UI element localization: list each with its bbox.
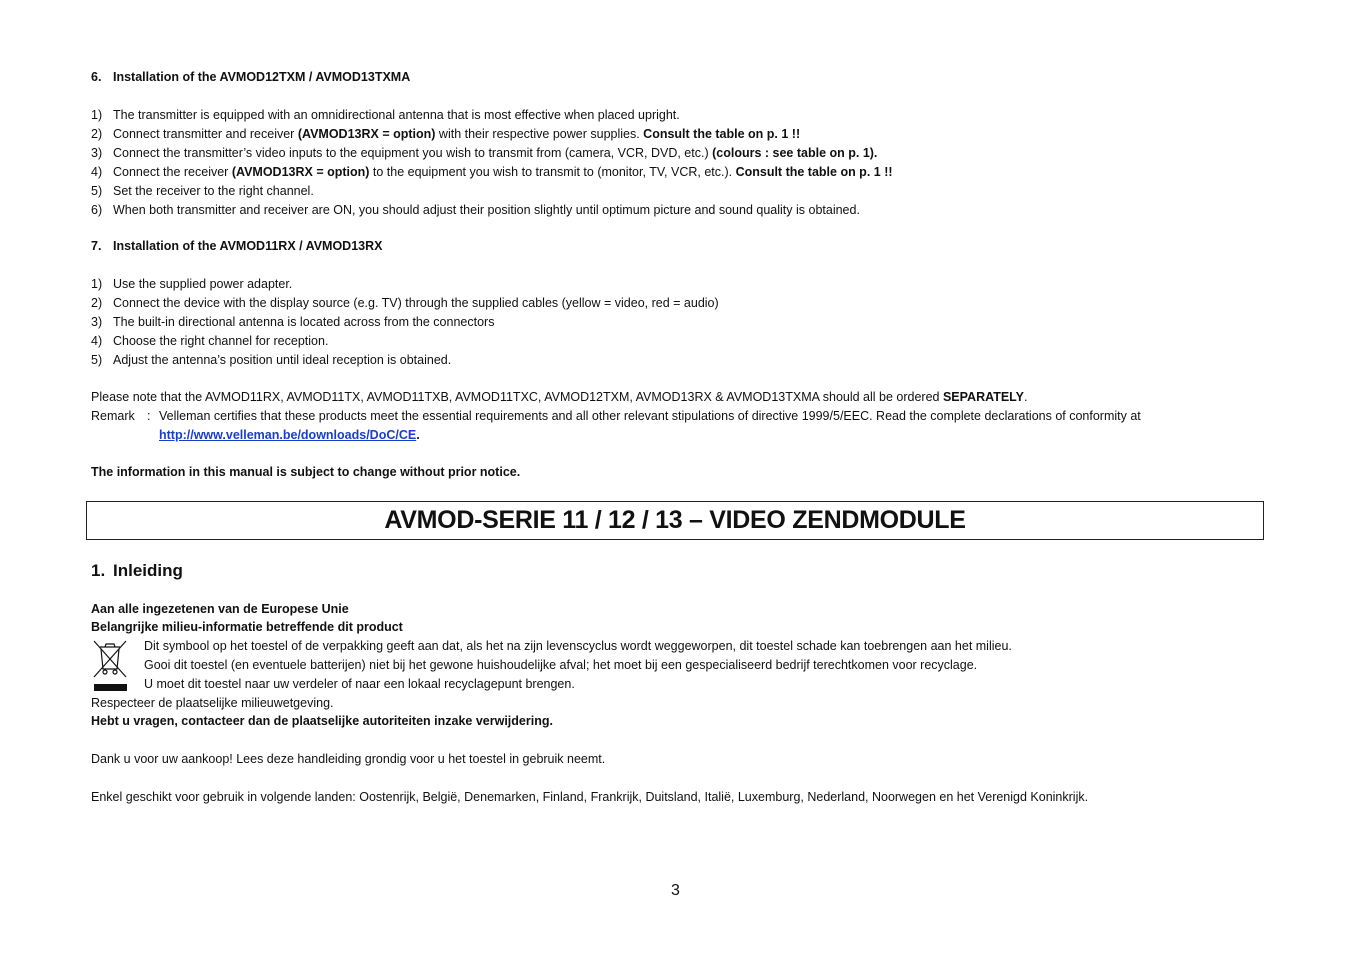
item-text: Use the supplied power adapter. [113,277,293,291]
item-number: 2) [91,296,103,310]
remark-label-text: Remark [91,409,135,423]
item-number: 3) [91,315,103,329]
thanks-line: Dank u voor uw aankoop! Lees deze handleiding grondig voor u het toestel in gebruik neemt. [91,752,606,766]
item-number: 4) [91,334,103,348]
nl-title-box [86,501,1264,540]
item-text: Consult the table on p. 1 !! [643,127,801,141]
section-number: 7. [91,239,102,253]
item-text: Connect the receiver [113,165,232,179]
section-6-item [91,183,314,199]
section-7-item [91,352,451,368]
section-title: Installation of the AVMOD12TXM / AVMOD13TXMA [113,70,411,84]
item-number: 2) [91,127,103,141]
disclaimer: The information in this manual is subject to change without prior notice. [91,465,521,479]
section-number: 1. [91,561,106,580]
item-text: with their respective power supplies. [435,127,644,141]
remark-link-line [159,427,420,443]
section-7-item [91,295,719,311]
remark-colon: : [147,409,151,423]
item-text: Connect transmitter and receiver [113,127,298,141]
link-end: . [416,428,420,442]
section-7-item [91,333,328,349]
contact-line: Hebt u vragen, contacteer dan de plaatselijke autoriteiten inzake verwijdering. [91,714,553,728]
section-6-item [91,164,893,180]
item-text: The transmitter is equipped with an omnidirectional antenna that is most effective when placed upright. [113,108,680,122]
note-end: . [1024,390,1028,404]
item-text: Connect the device with the display source (e.g. TV) through the supplied cables (yellow = video, red = audio) [113,296,719,310]
item-number: 1) [91,277,103,291]
section-title: Installation of the AVMOD11RX / AVMOD13RX [113,239,383,253]
item-number: 6) [91,203,103,217]
section-6-item [91,202,860,218]
item-text: Set the receiver to the right channel. [113,184,314,198]
item-text: The built-in directional antenna is located across from the connectors [113,315,495,329]
section-7-item [91,314,494,330]
crossed-out-wheelie-bin-icon [92,639,128,694]
item-text: (AVMOD13RX = option) [231,165,370,179]
remark-label [91,408,135,424]
environment-info-line: Belangrijke milieu-informatie betreffende dit product [91,620,403,634]
section-7-item [91,276,292,292]
respect-line: Respecteer de plaatselijke milieuwetgeving. [91,696,334,710]
item-number: 3) [91,146,103,160]
item-text: When both transmitter and receiver are ON, you should adjust their position slightly until optimum picture and sound quality is obtained. [113,203,860,217]
note-bold: SEPARATELY [942,390,1025,404]
section-6-item [91,126,800,142]
nl-title: AVMOD-SERIE 11 / 12 / 13 – VIDEO ZENDMODULE [384,506,966,534]
item-text: Consult the table on p. 1 !! [735,165,893,179]
section-7-heading [91,239,382,253]
weee-line-2: Gooi dit toestel (en eventuele batterijen) niet bij het gewone huishoudelijke afval; het moet bij een gespecialiseerd bedrijf terechtkomen voor recyclage. [144,658,978,672]
item-text: Choose the right channel for reception. [113,334,329,348]
conformity-link[interactable]: http://www.velleman.be/downloads/DoC/CE [159,428,417,442]
item-text: (colours : see table on p. 1). [712,146,878,160]
section-number: 6. [91,70,102,84]
nl-section-1-heading [91,561,183,581]
item-text: to the equipment you wish to transmit to (monitor, TV, VCR, etc.). [369,165,736,179]
section-6-heading [91,70,410,84]
weee-line-3: U moet dit toestel naar uw verdeler of naar een lokaal recyclagepunt brengen. [144,677,575,691]
item-text: (AVMOD13RX = option) [297,127,436,141]
section-6-item [91,145,877,161]
item-number: 5) [91,184,103,198]
item-text: Adjust the antenna’s position until ideal reception is obtained. [113,353,452,367]
note-text: Please note that the AVMOD11RX, AVMOD11TX, AVMOD11TXB, AVMOD11TXC, AVMOD12TXM, AVMOD13RX & AVMOD13TXMA should all be ordered [91,390,943,404]
section-title: Inleiding [113,561,183,580]
item-number: 5) [91,353,103,367]
page-number: 3 [671,882,680,899]
item-number: 4) [91,165,103,179]
item-text: Connect the transmitter’s video inputs to the equipment you wish to transmit from (camera, VCR, DVD, etc.) [113,146,713,160]
remark-text: Velleman certifies that these products meet the essential requirements and all other relevant stipulations of directive 1999/5/EEC. Read the complete declarations of conformity at [159,409,1141,423]
ordering-note [91,389,1028,405]
eu-residents-line: Aan alle ingezetenen van de Europese Unie [91,602,349,616]
weee-line-1: Dit symbool op het toestel of de verpakking geeft aan dat, als het na zijn levenscyclus wordt weggeworpen, dit toestel schade kan toebrengen aan het milieu. [144,639,1012,653]
section-6-item [91,107,680,123]
countries-line: Enkel geschikt voor gebruik in volgende landen: Oostenrijk, België, Denemarken, Finland, Frankrijk, Duitsland, Italië, Luxemburg, Nederland, Noorwegen en het Verenigd Koninkrijk. [91,790,1089,804]
item-number: 1) [91,108,103,122]
